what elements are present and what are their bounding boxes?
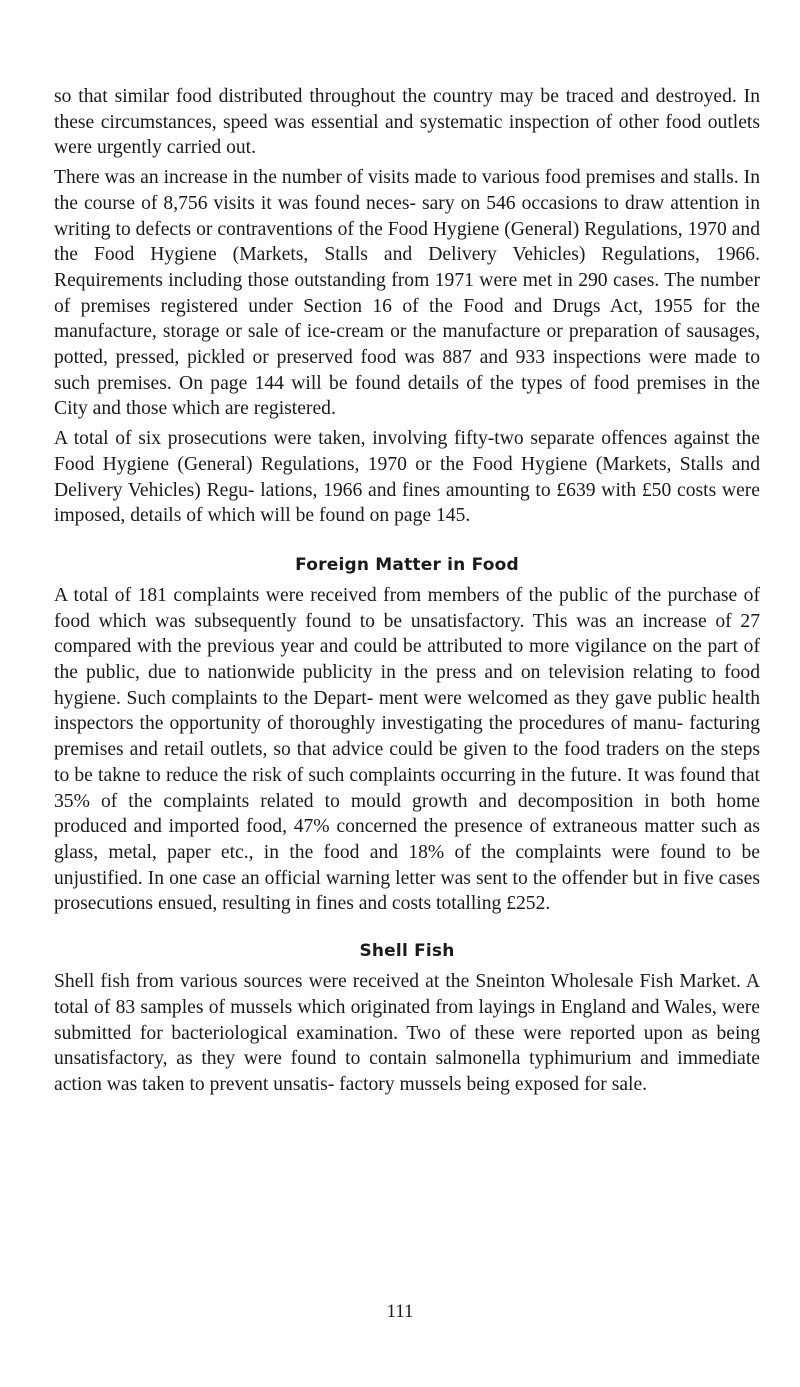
section-heading-shell-fish: Shell Fish: [359, 941, 455, 962]
paragraph-prosecutions: A total of six prosecutions were taken, involving fifty-two separate offences against the Food Hygiene (General) Regulations, 1970 or the Food Hygiene (Markets, Stalls and Delivery Vehicles) Regu- lations, 1966 and fines amounting to £639 with £50 costs were imposed, details of which will be found on page 145.: [54, 428, 760, 527]
paragraph-shell-fish: Shell fish from various sources were received at the Sneinton Wholesale Fish Market. A total of 83 samples of mussels which originated from layings in England and Wales, were submitted for bacteriological examination. Two of these were reported upon as being unsatisfactory, as they were found to contain salmonella typhimurium and immediate action was taken to prevent unsatis- factory mussels being exposed for sale.: [54, 971, 760, 1095]
section-heading-foreign-matter: Foreign Matter in Food: [295, 554, 519, 575]
paragraph-traced-destroyed: so that similar food distributed throughout the country may be traced and destroyed. In these circumstances, speed was essential and systematic inspection of other food outlets were urgently carried out.: [54, 86, 760, 159]
page-number: 111: [386, 1301, 414, 1322]
document-page: [54, 84, 760, 1098]
paragraph-foreign-matter: A total of 181 complaints were received from members of the public of the purchase of food which was subsequently found to be unsatisfactory. This was an increase of 27 compared with the previous year and could be attributed to more vigilance on the part of the public, due to nationwide publicity in the press and on television relating to food hygiene. Such complaints to the Depart- ment were welcomed as they gave public health inspectors the opportunity of thoroughly investigating the procedures of manu- facturing premises and retail outlets, so that advice could be given to the food traders on the steps to be takne to reduce the risk of such complaints occurring in the future. It was found that 35% of the complaints related to mould growth and decomposition in both home produced and imported food, 47% concerned the presence of extraneous matter such as glass, metal, paper etc., in the food and 18% of the complaints were found to be unjustified. In one case an official warning letter was sent to the offender but in five cases prosecutions ensued, resulting in fines and costs totalling £252.: [54, 584, 760, 915]
paragraph-visits-premises: There was an increase in the number of visits made to various food premises and stalls. In the course of 8,756 visits it was found neces- sary on 546 occasions to draw attention in writing to defects or contraventions of the Food Hygiene (General) Regulations, 1970 and the Food Hygiene (Markets, Stalls and Delivery Vehicles) Regulations, 1966. Requirements including those outstanding from 1971 were met in 290 cases. The number of premises registered under Section 16 of the Food and Drugs Act, 1955 for the manufacture, storage or sale of ice-cream or the manufacture or preparation of sausages, potted, pressed, pickled or preserved food was 887 and 933 inspections were made to such premises. On page 144 will be found details of the types of food premises in the City and those which are registered.: [54, 167, 760, 420]
